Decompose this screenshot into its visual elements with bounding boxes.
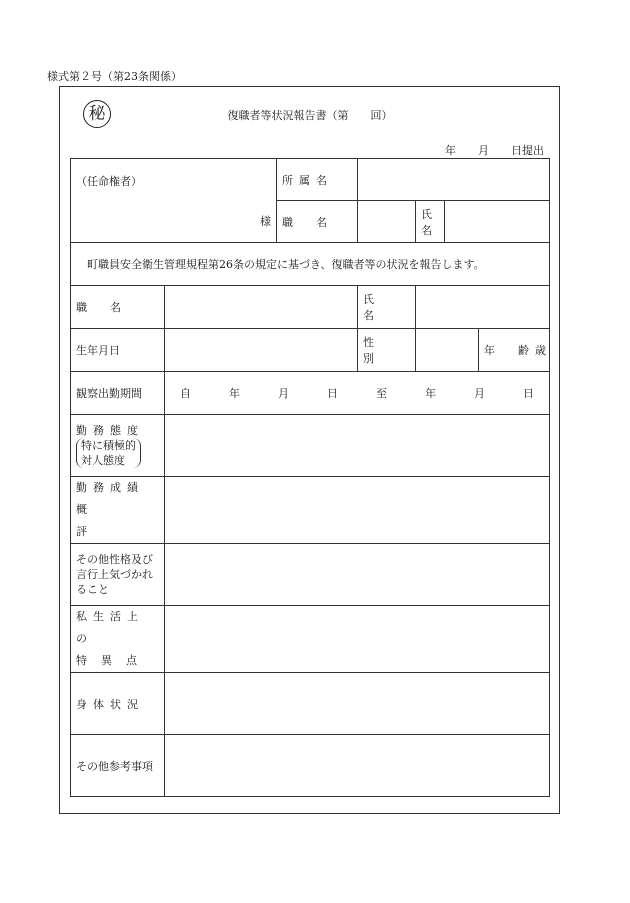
personality-field[interactable] (165, 544, 550, 606)
to-year-unit: 年 (425, 387, 436, 400)
from-day-unit: 日 (327, 387, 338, 400)
performance-field[interactable] (165, 477, 550, 544)
other-notes-field[interactable] (165, 735, 550, 797)
addressee-name-label: 氏 名 (416, 201, 445, 243)
appointer-cell (71, 159, 277, 243)
to-label: 至 (376, 387, 387, 400)
attitude-line3: 対人態度 (81, 454, 125, 467)
personality-label (71, 544, 165, 606)
private-line2: 特異点 (76, 654, 151, 667)
observation-label: 観察出勤期間 (71, 372, 165, 415)
physical-condition-field[interactable] (165, 673, 550, 735)
performance-line2-wrap (76, 499, 159, 543)
addressee-name-field[interactable] (445, 201, 550, 243)
from-year-unit: 年 (229, 387, 240, 400)
attitude-line1: 勤務態度 (76, 424, 144, 437)
form-number: 様式第２号（第23条関係） (47, 70, 182, 83)
age-unit: 歳 (535, 344, 547, 357)
age-label: 年 齢 (484, 344, 536, 357)
appointer-label: （任命権者） (76, 174, 142, 188)
private-life-field[interactable] (165, 606, 550, 673)
observation-period-field[interactable] (165, 372, 550, 415)
age-cell[interactable] (479, 329, 550, 372)
addressee-position-label: 職 名 (277, 201, 358, 243)
addressee-position-field[interactable] (358, 201, 416, 243)
from-label: 自 (180, 387, 191, 400)
confidential-stamp: 秘 (83, 100, 111, 128)
private-life-label (71, 606, 165, 673)
other-notes-label: その他参考事項 (71, 735, 165, 797)
attitude-line2: 特に積極的 (81, 439, 136, 452)
performance-line2: 概評 (76, 503, 137, 538)
sama-label: 様 (260, 214, 272, 228)
to-day-unit: 日 (523, 387, 534, 400)
from-month-unit: 月 (278, 387, 289, 400)
name-field[interactable] (416, 286, 550, 329)
birthdate-field[interactable] (165, 329, 358, 372)
sex-field[interactable] (416, 329, 479, 372)
position-label: 職 名 (71, 286, 165, 329)
birthdate-label: 生年月日 (71, 329, 165, 372)
submission-date: 年 月 日提出 (445, 144, 544, 157)
position-field[interactable] (165, 286, 358, 329)
performance-line1: 勤務成績 (76, 481, 144, 494)
document-title: 復職者等状況報告書（第 回） (227, 109, 393, 122)
to-month-unit: 月 (474, 387, 485, 400)
private-line1: 私生活上の (76, 610, 144, 645)
name-label: 氏 名 (358, 286, 416, 329)
attitude-label (71, 415, 165, 477)
attitude-parenthetical (76, 438, 141, 468)
affiliation-field[interactable] (358, 159, 550, 201)
affiliation-label: 所属名 (277, 159, 358, 201)
performance-label (71, 477, 165, 544)
report-form (70, 158, 550, 797)
sex-label: 性 別 (358, 329, 416, 372)
personality-line1: その他性格及び (76, 553, 153, 566)
personality-line2: 言行上気づかれ (76, 568, 153, 581)
physical-condition-label: 身体状況 (71, 673, 165, 735)
statement-text: 町職員安全衛生管理規程第26条の規定に基づき、復職者等の状況を報告します。 (71, 243, 550, 286)
attitude-field[interactable] (165, 415, 550, 477)
personality-line3: ること (76, 583, 109, 596)
